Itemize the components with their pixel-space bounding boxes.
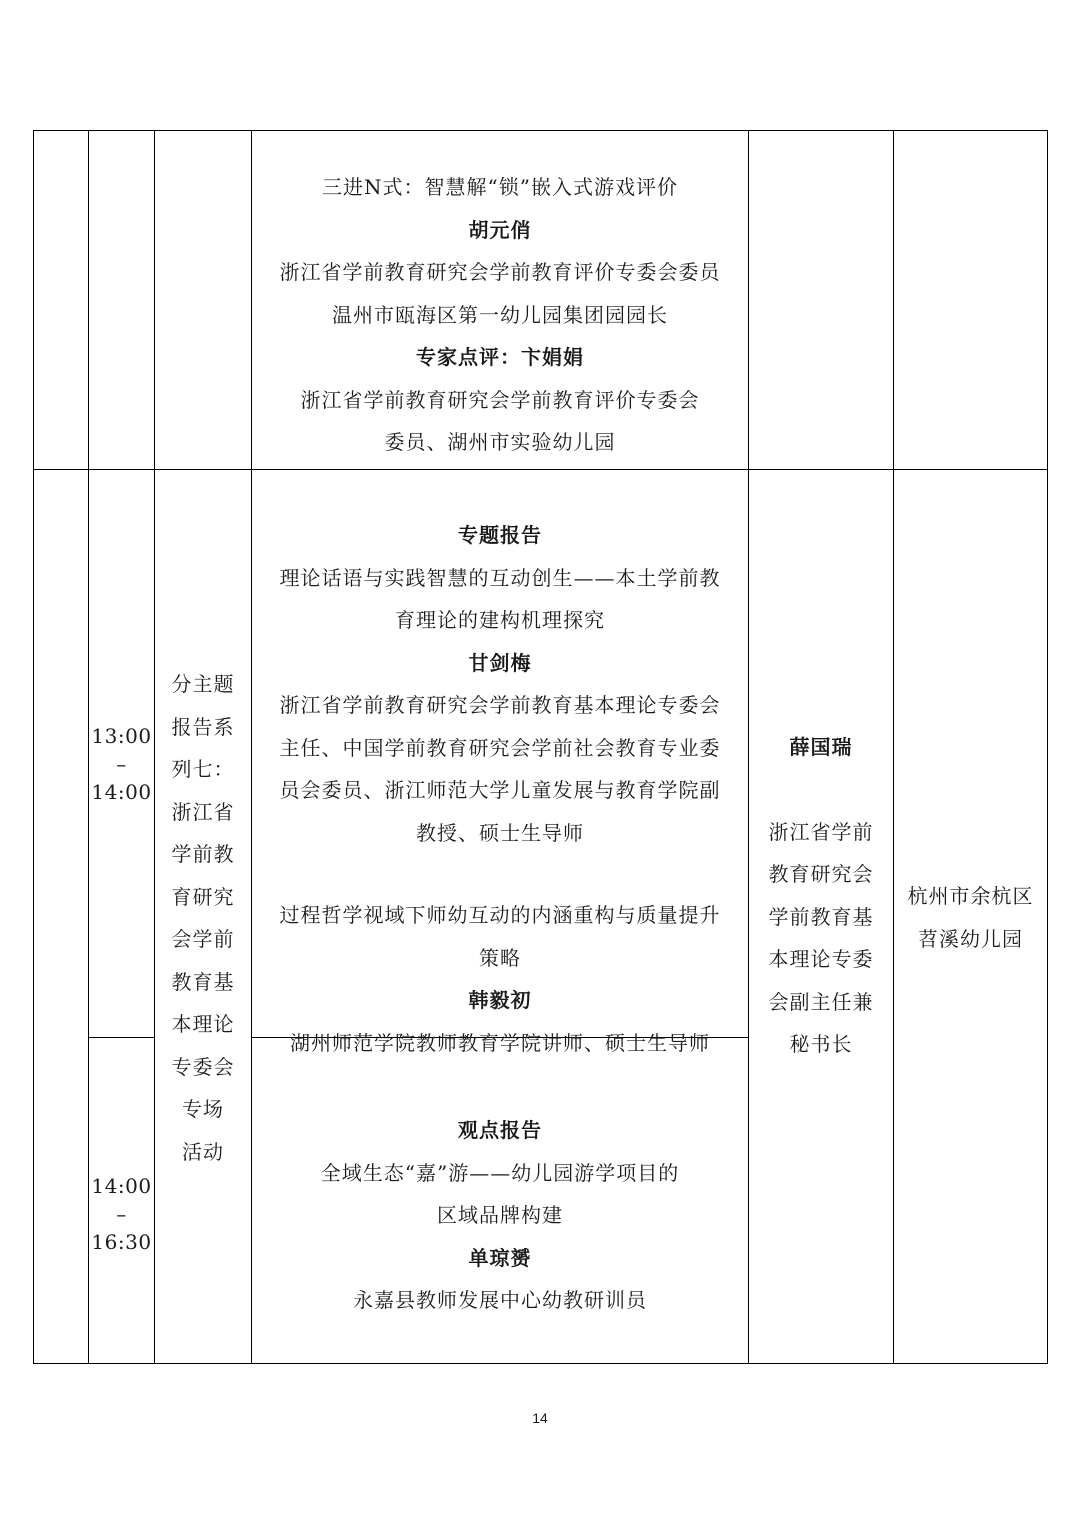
topic-line: 活动 [182,1139,224,1164]
content-line: 区域品牌构建 [437,1203,563,1227]
time-text: – [116,752,127,776]
content-line: 单琼赟 [468,1245,532,1270]
content-line: 教授、硕士生导师 [416,820,584,845]
venue-line: 杭州市余杭区 [907,884,1034,908]
topic-line: 会学前 [171,927,235,951]
content-line: 浙江省学前教育研究会学前教育评价专委会 [300,387,700,412]
topic-line: 教育基 [171,969,235,994]
time-text: 14:00 [91,780,152,804]
venue-cell [894,875,1047,965]
host-line: 会副主任兼 [768,989,874,1014]
content-line: 浙江省学前教育研究会学前教育基本理论专委会 [279,693,721,717]
topic-line: 学前教 [171,842,235,866]
venue-line: 苕溪幼儿园 [918,926,1023,951]
topic-line: 浙江省 [171,799,235,824]
content-line: 观点报告 [458,1118,542,1142]
topic-line: 列七： [171,757,235,781]
time-slot-1 [89,722,154,822]
page-number: 14 [532,1410,548,1426]
col-divider-5 [893,130,894,1364]
content-line: 专题报告 [458,523,542,547]
content-line: 三进N式：智慧解“锁”嵌入式游戏评价 [322,175,678,199]
content-line: 湖州师范学院教师教育学院讲师、硕士生导师 [290,1030,710,1055]
table-border-top [33,130,1048,131]
content-line: 胡元俏 [468,217,532,242]
time-text: 16:30 [91,1230,152,1254]
content-line: 员会委员、浙江师范大学儿童发展与教育学院副 [279,778,721,802]
row-divider [33,469,1048,470]
content-line: 委员、湖州市实验幼儿园 [384,430,616,454]
content-line: 浙江省学前教育研究会学前教育评价专委会委员 [279,260,721,284]
time-slot-2 [89,1172,154,1272]
host-line: 秘书长 [789,1032,853,1056]
time-text: – [116,1202,127,1226]
host-line: 教育研究会 [768,862,874,886]
content-line: 甘剑梅 [468,650,532,675]
host-line: 薛国瑞 [789,735,853,759]
topic-line: 育研究 [171,884,235,909]
topic-line: 专委会 [171,1054,235,1079]
content-line: 专家点评：卞娟娟 [416,345,584,369]
host-line: 学前教育基 [768,904,874,929]
table-border-left [33,130,34,1364]
content-line: 温州市瓯海区第一幼儿园集团园园长 [332,302,668,327]
time-divider [88,1037,154,1038]
topic-line: 报告系 [171,714,235,739]
content-line: 策略 [479,945,521,970]
report-content-cell-1 [252,514,748,1064]
content-line: 韩毅初 [468,988,532,1012]
content-line: 永嘉县教师发展中心幼教研训员 [353,1288,647,1312]
topic-line: 本理论 [171,1012,235,1036]
content-line: 主任、中国学前教育研究会学前社会教育专业委 [279,735,721,760]
content-line: 过程哲学视域下师幼互动的内涵重构与质量提升 [279,903,721,927]
sub-theme-cell [155,663,251,1183]
time-text: 13:00 [91,724,152,748]
host-cell [749,726,893,1076]
row1-content-cell [252,166,748,462]
content-line: 育理论的建构机理探究 [395,608,605,632]
table-border-right [1047,130,1048,1364]
report-content-cell-2 [252,1109,748,1339]
table-border-bottom [33,1363,1048,1364]
host-line: 浙江省学前 [768,819,874,844]
content-line: 全域生态“嘉”游——幼儿园游学项目的 [320,1160,680,1185]
topic-line: 专场 [182,1097,224,1121]
content-line: 理论话语与实践智慧的互动创生——本土学前教 [279,565,721,590]
host-line: 本理论专委 [768,947,874,971]
time-text: 14:00 [91,1174,152,1198]
topic-line: 分主题 [171,672,235,696]
